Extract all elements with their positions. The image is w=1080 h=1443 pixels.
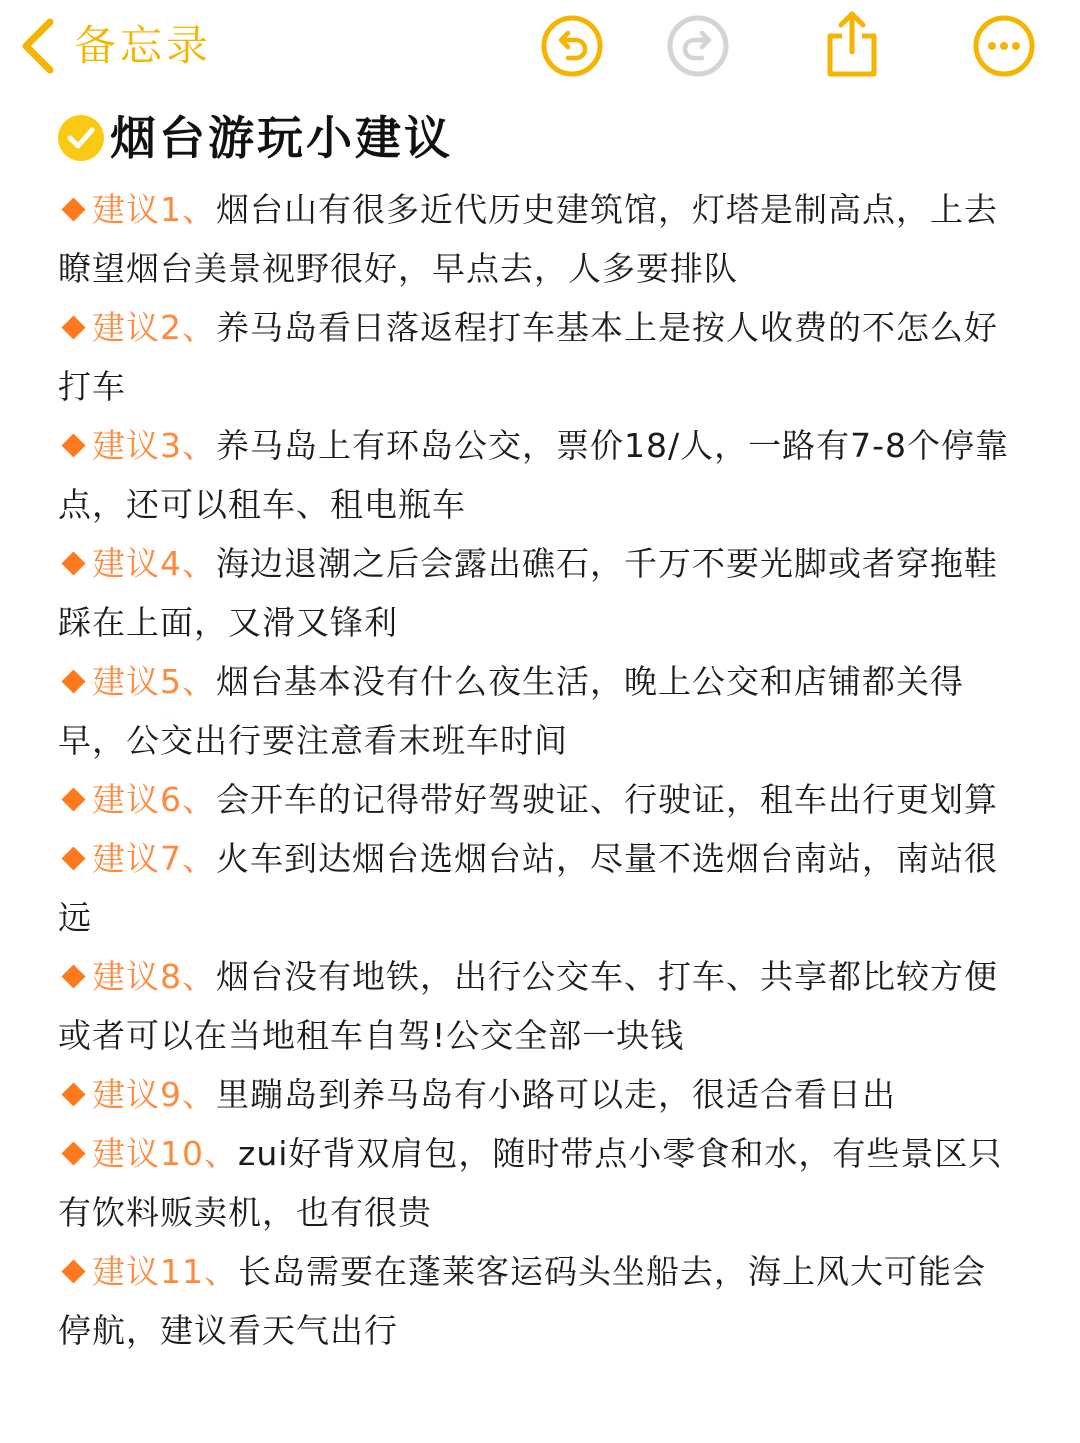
redo-icon [666, 14, 730, 78]
check-circle-icon [56, 113, 110, 163]
diamond-bullet-icon [61, 964, 85, 988]
back-label: 备忘录 [74, 21, 213, 70]
tip-item-11 [58, 1242, 1018, 1360]
back-button[interactable] [20, 14, 212, 78]
diamond-bullet-icon [61, 315, 85, 339]
tip-item-10 [58, 1124, 1018, 1242]
tip-label: 建议8、 [92, 957, 216, 996]
tip-label: 建议6、 [92, 780, 216, 819]
tip-item-7 [58, 829, 1018, 947]
undo-icon [540, 14, 604, 78]
tip-label: 建议7、 [92, 839, 216, 878]
diamond-bullet-icon [61, 551, 85, 575]
tip-item-1 [58, 180, 1018, 298]
tip-label: 建议1、 [92, 190, 216, 229]
tip-item-2 [58, 298, 1018, 416]
more-icon [972, 14, 1036, 78]
diamond-bullet-icon [61, 1259, 85, 1283]
tip-item-8 [58, 947, 1018, 1065]
tip-text: 长岛需要在蓬莱客运码头坐船去，海上风大可能会停航，建议看天气出行 [58, 1252, 986, 1350]
tip-text: 养马岛上有环岛公交，票价18/人，一路有7-8个停靠点，还可以租车、租电瓶车 [58, 426, 1010, 524]
more-button[interactable] [972, 14, 1036, 78]
tip-label: 建议9、 [92, 1075, 216, 1114]
tip-item-4 [58, 534, 1018, 652]
note-title: 烟台游玩小建议 [110, 111, 453, 165]
tip-text: 里蹦岛到养马岛有小路可以走，很适合看日出 [216, 1075, 896, 1114]
tip-text: 海边退潮之后会露出礁石，千万不要光脚或者穿拖鞋踩在上面，又滑又锋利 [58, 544, 998, 642]
tip-text: 烟台没有地铁，出行公交车、打车、共享都比较方便或者可以在当地租车自驾!公交全部一块钱 [58, 957, 998, 1055]
tip-label: 建议4、 [92, 544, 216, 583]
chevron-left-icon [20, 18, 56, 74]
diamond-bullet-icon [61, 787, 85, 811]
top-toolbar [0, 0, 1080, 96]
tip-label: 建议3、 [92, 426, 216, 465]
note-title-row [56, 108, 453, 168]
tip-item-5 [58, 652, 1018, 770]
diamond-bullet-icon [61, 669, 85, 693]
tip-label: 建议5、 [92, 662, 216, 701]
diamond-bullet-icon [61, 197, 85, 221]
tips-list [58, 180, 1018, 1360]
tip-text: 烟台基本没有什么夜生活，晚上公交和店铺都关得早，公交出行要注意看末班车时间 [58, 662, 964, 760]
diamond-bullet-icon [61, 1141, 85, 1165]
tip-item-9 [58, 1065, 1018, 1124]
tip-item-3 [58, 416, 1018, 534]
share-button[interactable] [820, 8, 884, 72]
diamond-bullet-icon [61, 433, 85, 457]
tip-item-6 [58, 770, 1018, 829]
undo-button[interactable] [540, 14, 604, 78]
tip-text: 烟台山有很多近代历史建筑馆，灯塔是制高点，上去瞭望烟台美景视野很好，早点去，人多要排队 [58, 190, 998, 288]
tip-text: 火车到达烟台选烟台站，尽量不选烟台南站，南站很远 [58, 839, 998, 937]
diamond-bullet-icon [61, 846, 85, 870]
diamond-bullet-icon [61, 1082, 85, 1106]
tip-text: 养马岛看日落返程打车基本上是按人收费的不怎么好打车 [58, 308, 998, 406]
share-icon [820, 8, 884, 80]
tip-text: zui好背双肩包，随时带点小零食和水，有些景区只有饮料贩卖机，也有很贵 [58, 1134, 1003, 1232]
tip-label: 建议11、 [92, 1252, 238, 1291]
tip-text: 会开车的记得带好驾驶证、行驶证，租车出行更划算 [216, 780, 998, 819]
redo-button[interactable] [666, 14, 730, 78]
tip-label: 建议2、 [92, 308, 216, 347]
tip-label: 建议10、 [92, 1134, 238, 1173]
